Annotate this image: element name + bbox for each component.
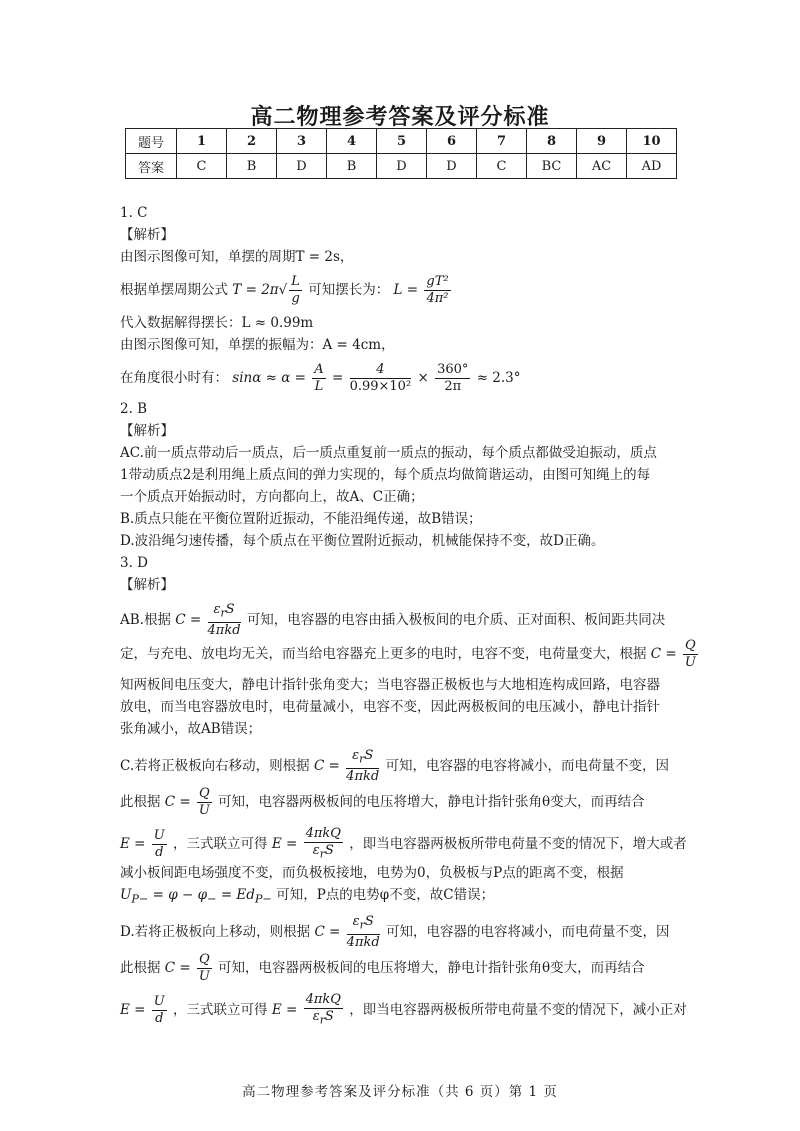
analysis-label: 【解析】: [120, 423, 174, 439]
text-line: 知两板间电压变大，静电计指针张角变大；当电容器正极板也与大地相连构成回路，电容器: [120, 677, 660, 693]
answer-row: [126, 154, 677, 179]
text-line: D.波沿绳匀速传播，每个质点在平衡位置附近振动，机械能保持不变，故D正确。: [120, 533, 605, 549]
formula-angle: sinα ≈ α = $\frac{A}{L}$ = $\frac{4}{\text{0.99×10²}}$ × $\frac{360^\circ}{2\pi}$ ≈ 2.3°: [232, 362, 521, 394]
text-line: 张角减小，故AB错误；: [120, 721, 262, 737]
answer-cell: C: [177, 154, 227, 179]
formula-cqu: C = $\frac{Q}{U}$: [164, 952, 210, 984]
text-segment: 此根据: [120, 960, 161, 976]
page-title: 高二物理参考答案及评分标准: [250, 105, 550, 130]
formula-line: [120, 786, 645, 819]
text-line: AC.前一质点带动后一质点，后一质点重复前一质点的振动，每个质点都做受迫振动，质点: [120, 445, 657, 461]
text-segment: ，即当电容器两极板所带电荷量不变的情况下，增大或者: [349, 835, 687, 852]
text-segment: 定，与充电、放电均无关，而当给电容器充上更多的电时，电容不变，电荷量变大，根据: [120, 646, 647, 662]
question-number: 10: [627, 129, 677, 154]
text-segment: 可知，电容器两极板间的电压将增大，静电计指针张角θ变大，而再结合: [218, 960, 645, 976]
page-footer: 高二物理参考答案及评分标准（共 6 页）第 1 页: [242, 1084, 558, 1100]
formula-field-combined: E = $\frac{\text{4πkQ}}{\varepsilon_rS}$: [271, 992, 341, 1027]
text-segment: ，三式联立可得: [173, 1001, 268, 1018]
text-segment: ，即当电容器两极板所带电荷量不变的情况下，减小正对: [349, 1001, 687, 1018]
answer-cell: BC: [527, 154, 577, 179]
text-line: 减小板间距电场强度不变，而负极板接地，电势为0，负极板与P点的距离不变，根据: [120, 865, 624, 881]
formula-field: E = $\frac{U}{d}$: [120, 993, 165, 1026]
formula-field: E = $\frac{U}{d}$: [120, 827, 165, 860]
row-header-answer: 答案: [126, 154, 177, 179]
answer-cell: C: [477, 154, 527, 179]
formula-line: [120, 952, 645, 985]
text-segment: 可知，电容器的电容将减小，而电荷量不变，因: [385, 923, 670, 940]
text-segment: 可知，电容器的电容由插入极板间的电介质、正对面积、板间距共同决: [246, 611, 666, 628]
text-line: 放电，而当电容器放电时，电荷量减小，电容不变，因此两极板间的电压减小，静电计指针: [120, 699, 660, 715]
formula-capacitance: C = $\frac{\varepsilon_rS}{\text{4πkd}}$: [314, 914, 380, 950]
answer-cell: AC: [577, 154, 627, 179]
question-number: 4: [327, 129, 377, 154]
question-heading: 3. D: [120, 555, 148, 571]
text-line: 由图示图像可知，单摆的振幅为：A = 4cm，: [120, 337, 395, 353]
question-number: 9: [577, 129, 627, 154]
text-segment: 可知，电容器的电容将减小，而电荷量不变，因: [385, 757, 669, 774]
question-number: 2: [227, 129, 277, 154]
question-number: 5: [377, 129, 427, 154]
answer-cell: AD: [627, 154, 677, 179]
answer-cell: B: [327, 154, 377, 179]
text-line: 代入数据解得摆长：L ≈ 0.99m: [120, 315, 314, 331]
formula-period: T = 2π√ $\frac{L}{g}$: [232, 274, 300, 306]
text-segment: AB.根据: [120, 611, 171, 628]
text-segment: ，三式联立可得: [173, 835, 268, 852]
text-segment: 在角度很小时有：: [120, 370, 228, 386]
analysis-label: 【解析】: [120, 227, 174, 243]
question-number: 3: [277, 129, 327, 154]
formula-line: [120, 884, 494, 911]
question-heading: 2. B: [120, 401, 148, 417]
formula-line: [120, 992, 687, 1029]
text-segment: 可知，P点的电势φ不变，故C错误；: [276, 887, 495, 903]
text-segment: 可知摆长为：: [308, 282, 390, 298]
formula-line: [120, 638, 700, 671]
formula-line: [120, 826, 687, 863]
answer-cell: D: [377, 154, 427, 179]
answer-cell: B: [227, 154, 277, 179]
text-line: B.质点只能在平衡位置附近振动，不能沿绳传递，故B错误；: [120, 511, 482, 527]
text-segment: 此根据: [120, 794, 161, 810]
answer-table: [125, 128, 677, 179]
analysis-label: 【解析】: [120, 577, 174, 593]
formula-length: L = $\frac{\text{gT²}}{\text{4π²}}$: [393, 274, 449, 306]
row-header-question: 题号: [126, 129, 177, 154]
question-number: 8: [527, 129, 577, 154]
formula-cqu: C = $\frac{Q}{U}$: [650, 638, 696, 670]
formula-cqu: C = $\frac{Q}{U}$: [164, 786, 210, 818]
question-number-row: [126, 129, 677, 154]
formula-capacitance: C = $\frac{\varepsilon_rS}{\text{4πkd}}$: [313, 748, 380, 784]
text-segment: C.若将正极板向右移动，则根据: [120, 757, 310, 774]
answer-cell: D: [427, 154, 477, 179]
formula-capacitance: C = $\frac{\varepsilon_rS}{\text{4πkd}}$: [175, 602, 241, 638]
text-line: 由图示图像可知，单摆的周期T = 2s，: [120, 249, 354, 265]
question-number: 1: [177, 129, 227, 154]
question-number: 7: [477, 129, 527, 154]
text-segment: 可知，电容器两极板间的电压将增大，静电计指针张角θ变大，而再结合: [218, 794, 645, 810]
formula-line: [120, 362, 521, 395]
formula-line: [120, 914, 669, 951]
question-number: 6: [427, 129, 477, 154]
text-line: 一个质点开始振动时，方向都向上，故A、C正确；: [120, 489, 424, 505]
answer-cell: D: [277, 154, 327, 179]
formula-field-combined: E = $\frac{\text{4πkQ}}{\varepsilon_rS}$: [271, 826, 341, 861]
text-line: 1带动质点2是利用绳上质点间的弹力实现的，每个质点均做简谐运动，由图可知绳上的每: [120, 467, 651, 483]
formula-line: [120, 748, 669, 785]
formula-line: [120, 274, 453, 307]
text-segment: 根据单摆周期公式: [120, 282, 228, 298]
question-heading: 1. C: [120, 205, 148, 221]
formula-line: [120, 602, 665, 639]
formula-potential: $U_{P-} = \varphi - \varphi_- = Ed_{P-}$: [120, 887, 272, 906]
text-segment: D.若将正极板向上移动，则根据: [120, 923, 311, 940]
